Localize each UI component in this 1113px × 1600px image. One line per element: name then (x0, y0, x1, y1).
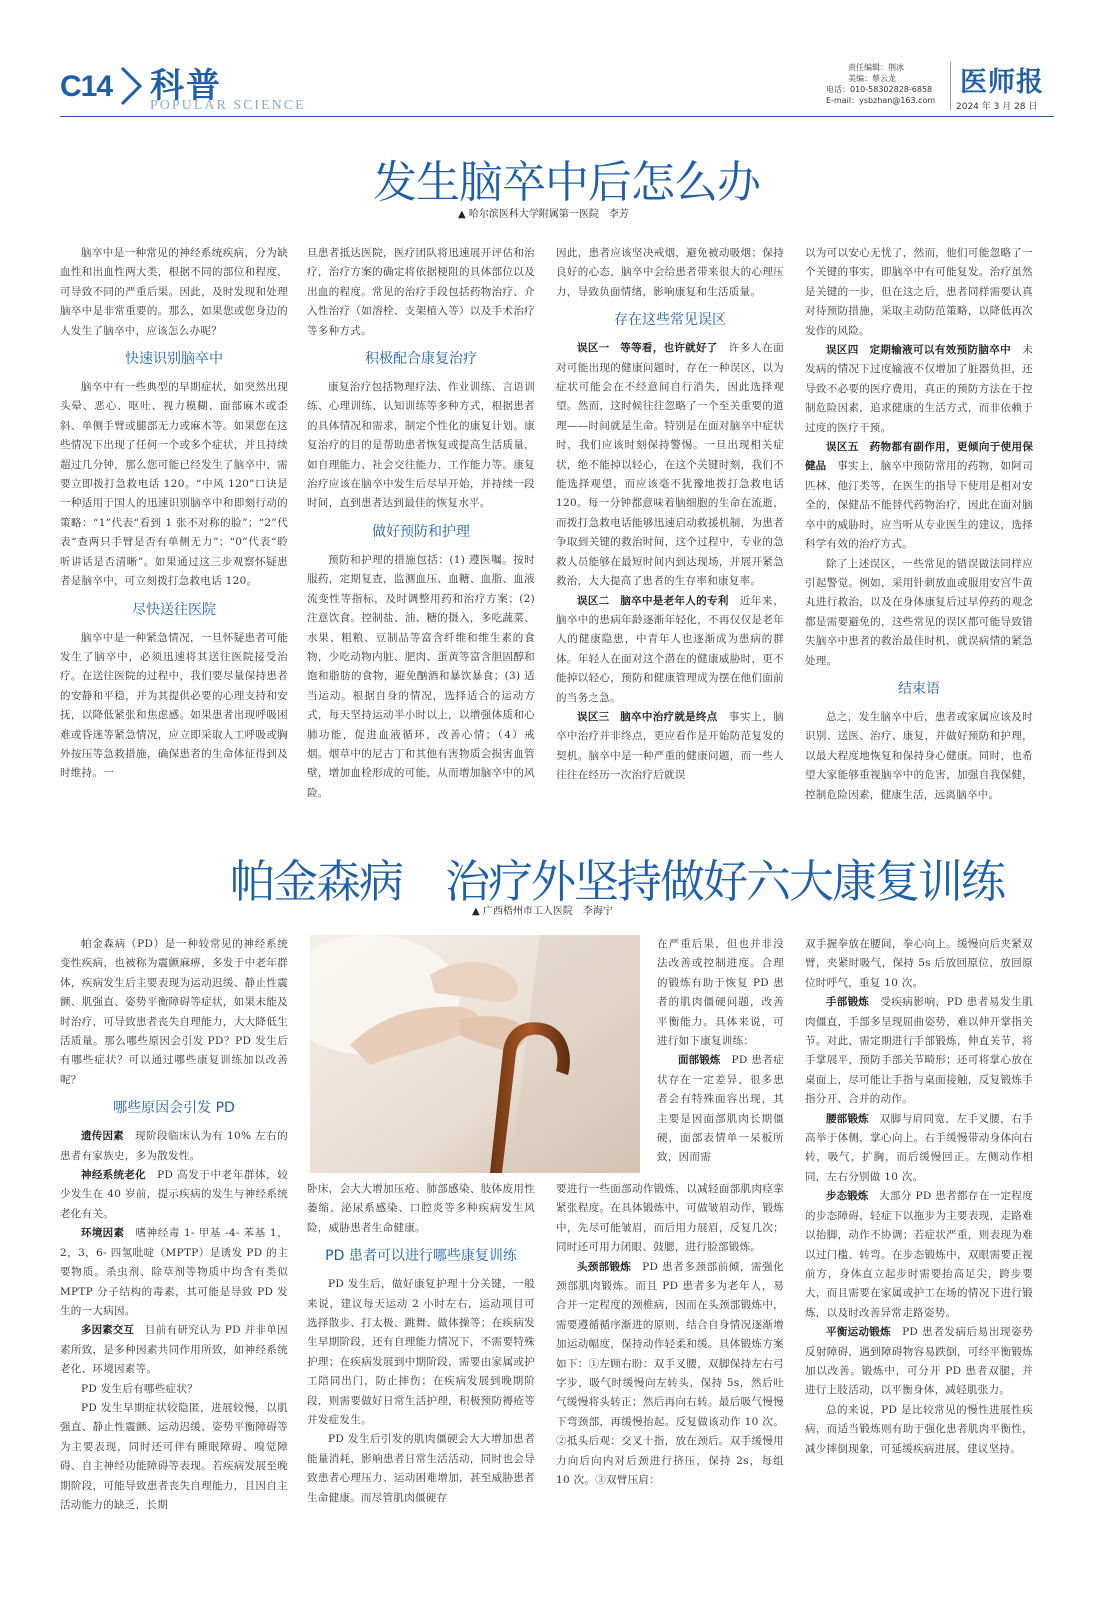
paragraph: 总之，发生脑卒中后，患者或家属应该及时识别、送医、治疗、康复，并做好预防和护理，以最大程度地恢复和保持身心健康。同时，也希望大家能够重视脑卒中的危害，加强自我保健，控制危险因素，健康生活，远离脑卒中。 (805, 710, 1033, 801)
article1-column-3 (556, 244, 784, 786)
editor-info (826, 62, 956, 106)
paragraph: 康复治疗包括物理疗法、作业训练、言语训练、心理训练、认知训练等多种方式，根据患者的具体情况和需求，制定个性化的康复计划。康复治疗的目的是帮助患者恢复或提高生活质量，如自理能力、社会交往能力、工作能力等。康复治疗应该在脑卒中发生后尽早开始，并持续一段时间，直到患者达到最佳的恢复水平。 (307, 381, 535, 510)
myth-paragraph (805, 438, 1033, 554)
paragraph: 因此，患者应该坚决戒烟，避免被动吸烟；保持良好的心态，脑卒中会给患者带来很大的心理压力，导致负面情绪，影响康复和生活质量。 (556, 247, 784, 298)
header-rule (60, 116, 1054, 117)
article2-title: 帕金森病 治疗外坚持做好六大康复训练 (230, 855, 1005, 908)
myth-paragraph (805, 341, 1033, 438)
myth-paragraph (556, 339, 784, 591)
exercise-body: PD 患者多颈部前倾，需强化颈部肌肉锻炼。而且 PD 患者多为老年人，易合并一定程度的颈椎病，因而在头颈部锻炼中，需要遵循循序渐进的原则，结合自身情况逐渐增加运动幅度，保持动作轻柔和缓。具体锻炼方案如下：①左顾右盼：双手叉腰，双脚保持左右弓字步，吸气时缓慢向左转头，保持 5s，然后吐气缓慢将头转正；然后再向右转。最后吸气慢慢下弯颈部，再缓慢抬起。反复做该动作 10 次。②抵头后观：交叉十指，放在颈后。双手缓慢用力向后向内对后颈进行挤压，保持 2s，每组 10 次。③双臂压肩： (556, 1260, 784, 1487)
subheading: 快速识别脑卒中 (125, 351, 223, 368)
paragraph: 要进行一些面部动作锻炼，以减轻面部肌肉痉挛紧张程度。在具体锻炼中，可做皱眉动作，锻炼中，先尽可能皱眉，而后用力展眉，反复几次；同时还可用力闭眼、鼓腮，进行脸部锻炼。 (556, 1183, 784, 1254)
section-title: 科普 (150, 66, 222, 106)
article1-column-1 (60, 244, 288, 784)
myth-body: 许多人在面对可能出现的健康问题时，存在一种误区，以为症状可能会在不经意间自行消失，因此选择观望。然而，这时候往往忽略了一个至关重要的道理——时间就是生命。特别是在面对脑卒中症状时，我们应该时刻保持警惕。一旦出现相关症状，绝不能掉以轻心，在这个关键时刻，我们不能选择观望，而应该毫不犹豫地拨打急救电话 120。每一分钟都意味着脑细胞的生命在流逝，而拨打急救电话能够迅速启动救援机制，为患者争取到关键的救治时间，这个过程中，专业的急救人员能够在最短时间内到达现场，并展开紧急救治，大大提高了患者的生存率和康复率。 (556, 342, 784, 588)
cause-body: 现阶段临床认为有 10% 左右的患者有家族史，多为散发性。 (60, 1130, 289, 1162)
paragraph: 总的来说，PD 是比较常见的慢性进展性疾病，而适当锻炼则有助于强化患者肌肉平衡性，减少摔倒现象，可延缓疾病进展，建议坚持。 (805, 1403, 1033, 1455)
exercise-paragraph (805, 993, 1033, 1109)
article2-column-4 (805, 935, 1033, 1459)
paragraph: 除了上述误区，一些常见的错误做法同样应引起警觉。例如，采用针刺放血或服用安宫牛黄丸进行救治，以及在身体康复后过早停药的观念都是需要避免的，这些常见的误区都可能导致错失脑卒中患者的救治最佳时机，就误病情的紧急处理。 (805, 557, 1033, 667)
paragraph: 帕金森病（PD）是一种较常见的神经系统变性疾病，也被称为震颤麻痹，多发于中老年群体，疾病发生后主要表现为运动迟缓、静止性震颤、肌强直、姿势平衡障碍等症状，如果未能及时治疗，可导致患者丧失自理能力，大大降低生活质量。那么哪些原因会引发 PD？PD 发生后有哪些症状？可以通过哪些康复训练加以改善呢？ (60, 938, 288, 1086)
paragraph: 在严重后果，但也并非没法改善或控制进度。合理的锻炼有助于恢复 PD 患者的肌肉僵硬问题，改善平衡能力。具体来说，可进行如下康复训练： (657, 938, 784, 1048)
paragraph: 脑卒中是一种常见的神经系统疾病，分为缺血性和出血性两大类，根据不同的部位和程度，可导致不同的严重后果。因此，及时发现和处理脑卒中是非常重要的。那么，如果您或您身边的人发生了脑卒中，应该怎么办呢？ (60, 247, 288, 337)
subheading: 结束语 (898, 680, 940, 697)
myth-paragraph (556, 708, 784, 786)
cause-body: 目前有研究认为 PD 并非单因素所致，是多种因素共同作用所致，如神经系统老化、环境因素等。 (60, 1324, 288, 1376)
exercise-paragraph (805, 1187, 1033, 1323)
paragraph: PD 发生后有哪些症状？ (81, 1382, 198, 1395)
myth-title: 误区一 等等看，也许就好了 (577, 342, 718, 355)
myth-body: 事实上，脑卒中治疗并非终点，更应看作是开始防范复发的契机。脑卒中是一种严重的健康问题，而一些人往往在经历一次治疗后就误 (556, 710, 784, 782)
cause-title: 遗传因素 (81, 1130, 124, 1143)
exercise-body: 受疾病影响，PD 患者易发生肌肉僵直，手部多呈现屈曲姿势，难以伸开掌指关节。对此，需定期进行手部锻炼，伸直关节，将手掌展平，预防手部关节畸形；还可将掌心放在桌面上，尽可能让手指与桌面接触，反复锻炼手指分开、合并的动作。 (805, 996, 1034, 1106)
article2-column-3-top (657, 935, 784, 1168)
section-subtitle: POPULAR SCIENCE (150, 98, 306, 113)
cause-paragraph (60, 1224, 288, 1321)
article1-byline: ▲ 哈尔滨医科大学附属第一医院 李芳 (458, 209, 629, 220)
exercise-title: 手部锻炼 (826, 996, 870, 1009)
article1-title: 发生脑卒中后怎么办 (373, 157, 760, 208)
walking-cane-photo (310, 935, 640, 1173)
cause-paragraph (60, 1321, 288, 1379)
designer-line: 美编：蔡云龙 (848, 74, 896, 83)
paragraph: PD 发生后引发的肌肉僵硬会大大增加患者能量消耗，影响患者日常生活活动，同时也会导致患者心理压力、运动困难增加，甚至威胁患者生命健康。而尽管肌肉僵硬存 (307, 1433, 535, 1504)
cause-title: 多因素交互 (81, 1324, 134, 1337)
paragraph: 双手握拳放在腰间，拳心向上。缓慢向后夹紧双臂，夹紧时吸气，保持 5s 后放回原位，放回原位时呼气，重复 10 次。 (805, 938, 1033, 989)
issue-date: 2024 年 3 月 28 日 (956, 102, 1038, 112)
myth-title: 误区四 定期输液可以有效预防脑卒中 (826, 344, 1011, 357)
paragraph: 预防和护理的措施包括：(1) 遵医嘱。按时服药，定期复查，监测血压、血糖、血脂、血液流变性等指标，及时调整用药和治疗方案；(2) 注意饮食。控制盐、油、糖的摄入，多吃蔬菜、水果、粗粮、豆制品等富含纤维和维生素的食物，少吃动物内脏、肥肉、蛋黄等富含胆固醇和饱和脂肪的食物，避免酗酒和暴饮暴食；(3) 适当运动。根据自身的情况，选择适合的运动方式，每天坚持运动半小时以上，以增强体质和心肺功能，促进血液循环，改善心情；（4）戒烟。烟草中的尼古丁和其他有害物质会损害血管壁，增加血栓形成的可能，从而增加脑卒中的风险。 (307, 553, 535, 799)
exercise-paragraph (805, 1110, 1033, 1188)
article2-byline: ▲ 广西梧州市工人医院 李海宁 (472, 906, 613, 917)
page-number: C14 (60, 70, 113, 103)
exercise-title: 步态锻炼 (826, 1190, 869, 1203)
subheading: 积极配合康复治疗 (365, 351, 477, 368)
cause-title: 环境因素 (81, 1227, 125, 1240)
cause-title: 神经系统老化 (81, 1169, 146, 1182)
paragraph: PD 发生后，做好康复护理十分关键，一般来说，建议每天运动 2 小时左右，运动项目可选择散步、打太极、跳舞、做体操等；在疾病发生早期阶段，还有自理能力情况下，不需要特殊护理；在疾病发展到中期阶段，需要由家属或护工陪同出门，防止摔伤；在疾病发展到晚期阶段，则需要做好日常生活护理，积极预防褥疮等并发症发生。 (307, 1278, 535, 1427)
exercise-paragraph (556, 1258, 784, 1491)
paragraph: 卧床，会大大增加压疮、肺部感染、肢体废用性萎缩、泌尿系感染、口腔炎等多种疾病发生风险，威胁患者生命健康。 (307, 1183, 535, 1234)
exercise-body: PD 患者发病后易出现姿势反射障碍，遇到障碍物容易跌倒，可经平衡锻炼加以改善。锻炼中，可分开 PD 患者双腿，并进行上肢活动，以平衡身体，减轻肌张力。 (805, 1326, 1033, 1397)
cause-paragraph (60, 1127, 288, 1166)
myth-title: 误区五 药物都有副作用，更倾向于使用保健品 (805, 441, 1033, 473)
myth-title: 误区二 脑卒中是老年人的专利 (577, 594, 729, 607)
exercise-title: 腰部锻炼 (826, 1112, 869, 1125)
cause-body: PD 高发于中老年群体，较少发生在 40 岁前，提示疾病的发生与神经系统老化有关。 (60, 1169, 288, 1220)
myth-body: 近年来，脑卒中的患病年龄逐渐年轻化，不再仅仅是老年人的健康隐患，中青年人也逐渐成为患病的群体。年轻人在面对这个潜在的健康威胁时，更不能掉以轻心，预防和健康管理成为摆在他们面前的当务之急。 (556, 594, 784, 704)
exercise-title: 头颈部锻炼 (577, 1260, 632, 1273)
subheading: PD 患者可以进行哪些康复训练 (325, 1248, 517, 1265)
article1-column-2 (307, 244, 535, 803)
exercise-paragraph (657, 1051, 784, 1167)
chevron-right-icon (118, 66, 144, 106)
phone-line: 电话：010-58302828-6858 (826, 85, 933, 94)
paragraph: PD 发生早期症状较隐匿，进展较慢，以肌强直、静止性震颤、运动迟缓、姿势平衡障碍等为主要表现，同时还可伴有睡眠障碍、嗅觉障碍、自主神经功能障碍等表现。若疾病发展至晚期阶段，可能导致患者丧失自理能力，且因自主活动能力的缺乏，长期 (60, 1401, 288, 1511)
subheading: 尽快送往医院 (132, 601, 216, 618)
article2-column-3 (556, 1180, 784, 1491)
photo-illustration (310, 935, 640, 1173)
exercise-title: 平衡运动锻炼 (826, 1326, 891, 1339)
myth-body: 未发病的情况下过度输液不仅增加了脏器负担，还导致不必要的医疗费用，真正的预防方法在于控制危险因素，追求健康的生活方式，而非依赖于过度的医疗干预。 (805, 344, 1033, 434)
paragraph: 脑卒中有一些典型的早期症状，如突然出现头晕、恶心、呕吐、视力模糊、面部麻木或歪斜、单侧手臂或腿部无力或麻木等。如果您在这些情况下出现了任何一个或多个症状，并且持续超过几分钟，那么您可能已经发生了脑卒中，需要立即拨打急救电话 120。“中风 120”口诀是一种适用于国人的迅速识别脑卒中和即刻行动的策略：“1”代表“看到 1 张不对称的脸”；“2”代表“查两只手臂是否有单侧无力”；“0”代表“聆听讲话是否清晰”。如果通过这三步观察怀疑患者是脑卒中，可立刻拨打急救电话 120。 (60, 381, 288, 588)
myth-body: 事实上，脑卒中预防常用的药物，如阿司匹林、他汀类等，在医生的指导下使用是相对安全的，保健品不能替代药物治疗，因此在面对脑卒中的威胁时，应当听从专业医生的建议，选择科学有效的治疗方式。 (805, 460, 1033, 551)
editor-line: 责任编辑：荆冰 (848, 63, 904, 72)
newspaper-logo: 医师报 (960, 67, 1044, 98)
myth-paragraph (556, 592, 784, 708)
paragraph: 以为可以安心无忧了，然而，他们可能忽略了一个关键的事实，即脑卒中有可能复发。治疗虽然是关键的一步，但在这之后，患者同样需要认真对待预防措施，采取主动防范策略，以降低再次发作的风险。 (805, 247, 1033, 337)
exercise-title: 面部锻炼 (678, 1054, 721, 1067)
myth-title: 误区三 脑卒中治疗就是终点 (577, 710, 718, 723)
subheading: 做好预防和护理 (372, 523, 470, 540)
article1-column-4 (805, 244, 1033, 805)
subheading: 存在这些常见误区 (614, 312, 726, 329)
paragraph: 脑卒中是一种紧急情况，一旦怀疑患者可能发生了脑卒中，必须迅速将其送往医院接受治疗。在送往医院的过程中，我们要尽量保持患者的安静和平稳，并为其提供必要的心理支持和安抚，以降低紧张和焦虑感。如果患者出现呼吸困难或昏迷等紧急情况，应立即采取人工呼吸或胸外按压等急救措施，确保患者的生命体征得到及时维持。一 (60, 631, 288, 780)
exercise-body: 双脚与肩同宽，左手叉腰，右手高举于体侧，掌心向上。右手缓慢带动身体向右转，吸气，扩胸，而后缓慢回正。左侧动作相同，左右分别做 10 次。 (805, 1112, 1033, 1183)
article2-column-1 (60, 935, 288, 1515)
article2-column-2 (307, 1180, 535, 1508)
exercise-paragraph (805, 1323, 1033, 1401)
paragraph: 旦患者抵达医院，医疗团队将迅速展开评估和治疗，治疗方案的确定将依据梗阻的具体部位以及出血的程度。常见的治疗手段包括药物治疗、介入性治疗（如溶栓、支架植入等）以及手术治疗等多种方式。 (307, 247, 535, 337)
header-divider (950, 62, 951, 110)
exercise-body: PD 患者症状存在一定差异，很多患者会有特殊面容出现，其主要是因面部肌肉长期僵硬，面部表情单一呆板所致，因而需 (657, 1054, 784, 1164)
email-line: E-mail：ysbzhan@163.com (826, 96, 936, 105)
exercise-body: 大部分 PD 患者都存在一定程度的步态障碍，轻症下以拖步为主要表现，走路难以抬脚，动作不协调；若症状严重，则表现为难以过门槛、转弯。在步态锻炼中，双眼需要正视前方，身体直立起步时需要抬高足尖，跨步要大，而且需要在家属或护工在场的情况下进行锻炼，以及时改善异常走路姿势。 (805, 1190, 1033, 1319)
subheading: 哪些原因会引发 PD (113, 1100, 235, 1117)
cause-paragraph (60, 1166, 288, 1224)
cause-body: 嗜神经毒 1- 甲基 -4- 苯基 1，2，3，6- 四氢吡啶（MPTP）是诱发 PD 的主要物质。杀虫剂、除草剂等物质中均含有类似 MPTP 分子结构的毒素，其可能是导致 PD 发生的一大病因。 (60, 1227, 289, 1317)
